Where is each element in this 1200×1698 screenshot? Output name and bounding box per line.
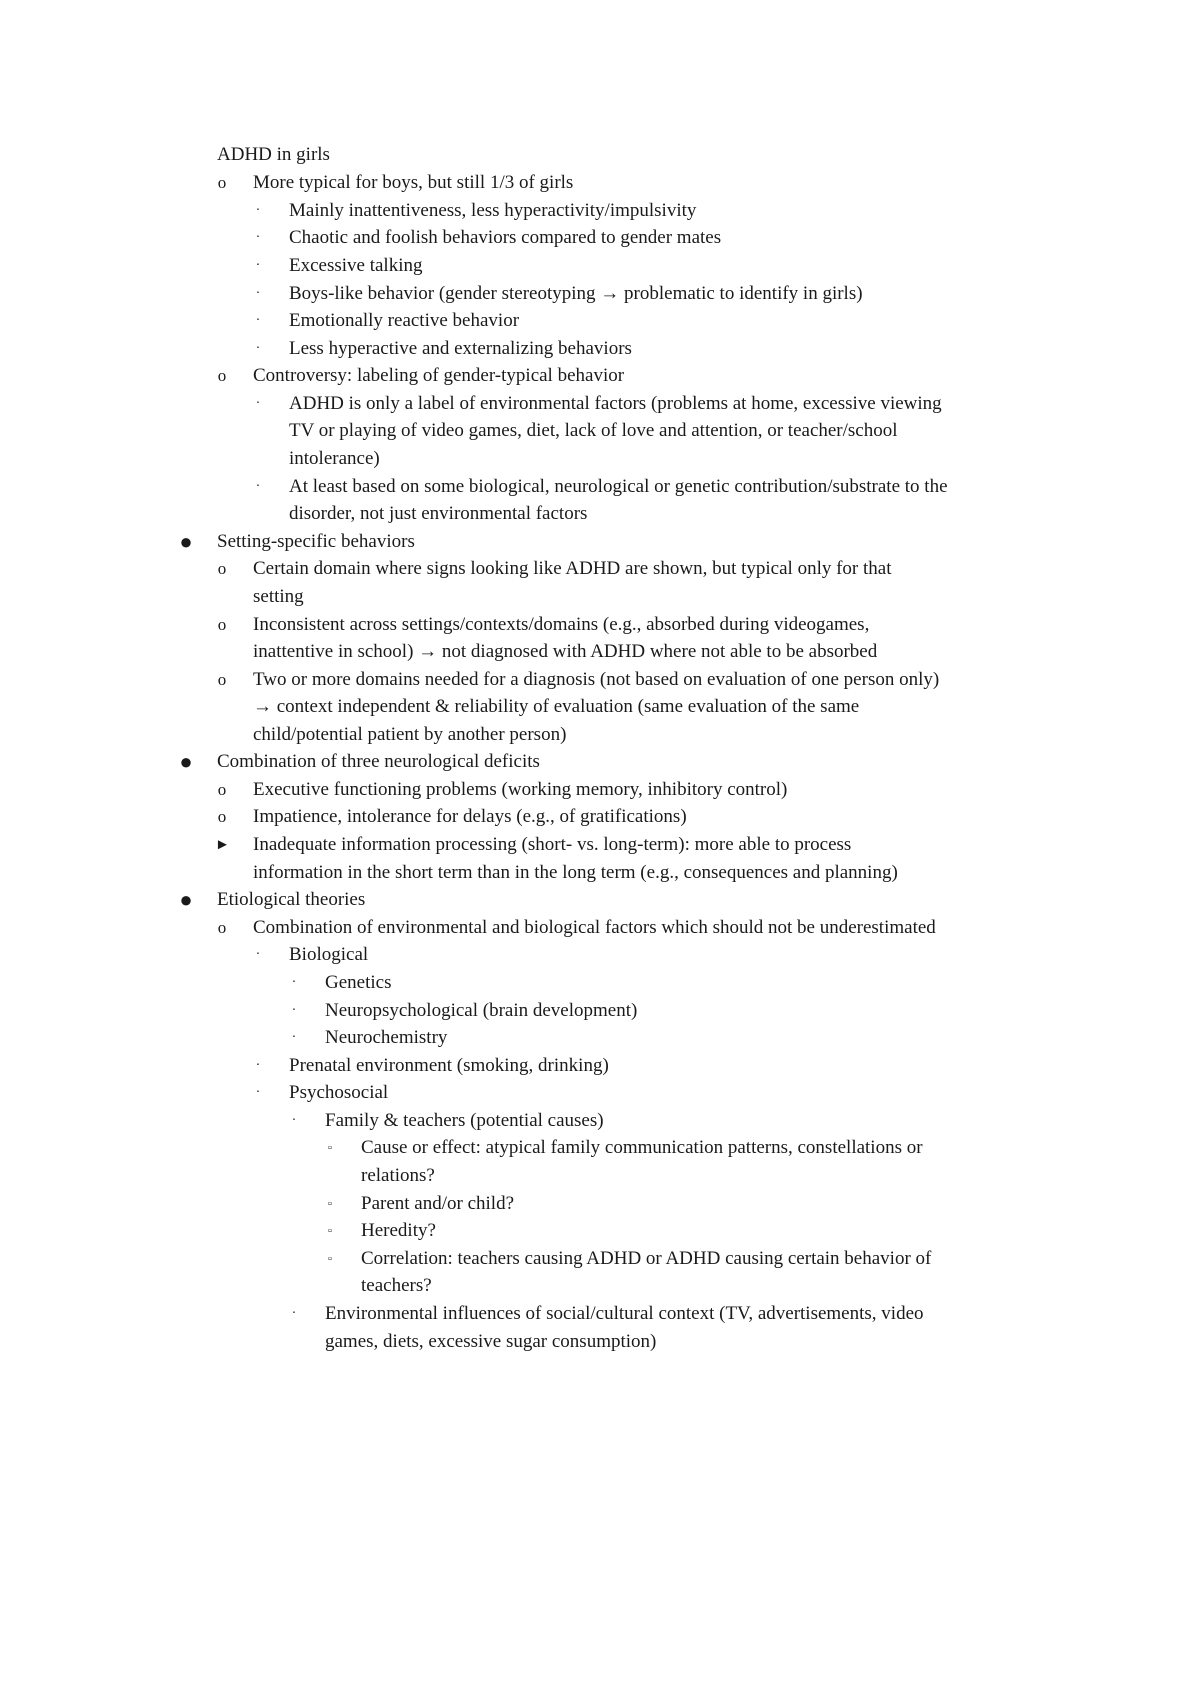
list-item: Neuropsychological (brain development) [325, 1000, 638, 1021]
circle-bullet-icon: o [217, 366, 227, 385]
middot-bullet-icon: · [255, 1085, 261, 1100]
circle-bullet-icon: o [217, 615, 227, 634]
list-item: More typical for boys, but still 1/3 of girls [253, 172, 574, 193]
bullet-icon: ● [179, 529, 193, 554]
square-bullet-icon: ▫ [328, 1198, 332, 1210]
list-item: Controversy: labeling of gender-typical behavior [253, 365, 625, 386]
middot-bullet-icon: · [255, 1058, 261, 1073]
list-item-continuation: → context independent & reliability of evaluation (same evaluation of the same [253, 696, 860, 717]
list-item: Inadequate information processing (short- vs. long-term): more able to process [253, 834, 852, 855]
list-item: Prenatal environment (smoking, drinking) [289, 1055, 609, 1076]
list-item-continuation: teachers? [361, 1275, 432, 1296]
middot-bullet-icon: · [291, 975, 297, 990]
list-item: Genetics [325, 972, 392, 993]
middot-bullet-icon: · [255, 230, 261, 245]
list-item: Correlation: teachers causing ADHD or ADHD causing certain behavior of [361, 1248, 932, 1269]
list-item: Mainly inattentiveness, less hyperactivity/impulsivity [289, 200, 697, 221]
list-item-continuation: TV or playing of video games, diet, lack of love and attention, or teacher/school [289, 420, 898, 441]
list-item: Inconsistent across settings/contexts/domains (e.g., absorbed during videogames, [253, 614, 870, 635]
triangle-bullet-icon: ► [215, 837, 230, 853]
middot-bullet-icon: · [255, 258, 261, 273]
middot-bullet-icon: · [255, 286, 261, 301]
list-item: Emotionally reactive behavior [289, 310, 520, 331]
square-bullet-icon: ▫ [328, 1225, 332, 1237]
list-item-continuation: disorder, not just environmental factors [289, 503, 588, 524]
list-item: ADHD is only a label of environmental factors (problems at home, excessive viewing [289, 393, 942, 414]
list-item: Executive functioning problems (working memory, inhibitory control) [253, 779, 788, 800]
circle-bullet-icon: o [217, 807, 227, 826]
list-item: Cause or effect: atypical family communication patterns, constellations or [361, 1137, 923, 1158]
list-item: Psychosocial [289, 1082, 389, 1103]
circle-bullet-icon: o [217, 918, 227, 937]
square-bullet-icon: ▫ [328, 1253, 332, 1265]
list-item: Combination of environmental and biological factors which should not be underestimated [253, 917, 936, 938]
middot-bullet-icon: · [291, 1030, 297, 1045]
middot-bullet-icon: · [255, 947, 261, 962]
list-item: Neurochemistry [325, 1027, 448, 1048]
list-item: Chaotic and foolish behaviors compared to gender mates [289, 227, 722, 248]
circle-bullet-icon: o [217, 173, 227, 192]
middot-bullet-icon: · [291, 1003, 297, 1018]
circle-bullet-icon: o [217, 780, 227, 799]
section-title: Setting-specific behaviors [217, 531, 415, 552]
middot-bullet-icon: · [255, 313, 261, 328]
list-item-continuation: setting [253, 586, 304, 607]
middot-bullet-icon: · [291, 1306, 297, 1321]
circle-bullet-icon: o [217, 670, 227, 689]
middot-bullet-icon: · [255, 479, 261, 494]
list-item: Less hyperactive and externalizing behaviors [289, 338, 632, 359]
list-item: Environmental influences of social/cultural context (TV, advertisements, video [325, 1303, 924, 1324]
list-item: Excessive talking [289, 255, 423, 276]
section-title: Combination of three neurological deficits [217, 751, 540, 772]
heading-adhd-in-girls: ADHD in girls [217, 144, 330, 165]
list-item-continuation: games, diets, excessive sugar consumption) [325, 1331, 657, 1352]
middot-bullet-icon: · [255, 341, 261, 356]
list-item-continuation: intolerance) [289, 448, 380, 469]
list-item: Parent and/or child? [361, 1193, 515, 1214]
list-item: Heredity? [361, 1220, 436, 1241]
middot-bullet-icon: · [255, 396, 261, 411]
list-item: Two or more domains needed for a diagnosis (not based on evaluation of one person only) [253, 669, 940, 690]
section-title: Etiological theories [217, 889, 366, 910]
list-item-continuation: relations? [361, 1165, 435, 1186]
list-item-continuation: information in the short term than in the long term (e.g., consequences and planning) [253, 862, 898, 883]
middot-bullet-icon: · [291, 1113, 297, 1128]
list-item-continuation: inattentive in school) → not diagnosed with ADHD where not able to be absorbed [253, 641, 878, 662]
list-item: Biological [289, 944, 369, 965]
list-item: Certain domain where signs looking like ADHD are shown, but typical only for that [253, 558, 892, 579]
list-item: At least based on some biological, neurological or genetic contribution/substrate to the [289, 476, 948, 497]
list-item: Boys-like behavior (gender stereotyping → problematic to identify in girls) [289, 283, 863, 304]
list-item-continuation: child/potential patient by another person) [253, 724, 567, 745]
bullet-icon: ● [179, 749, 193, 774]
circle-bullet-icon: o [217, 559, 227, 578]
middot-bullet-icon: · [255, 203, 261, 218]
square-bullet-icon: ▫ [328, 1142, 332, 1154]
list-item: Impatience, intolerance for delays (e.g., of gratifications) [253, 806, 687, 827]
list-item: Family & teachers (potential causes) [325, 1110, 604, 1131]
bullet-icon: ● [179, 887, 193, 912]
